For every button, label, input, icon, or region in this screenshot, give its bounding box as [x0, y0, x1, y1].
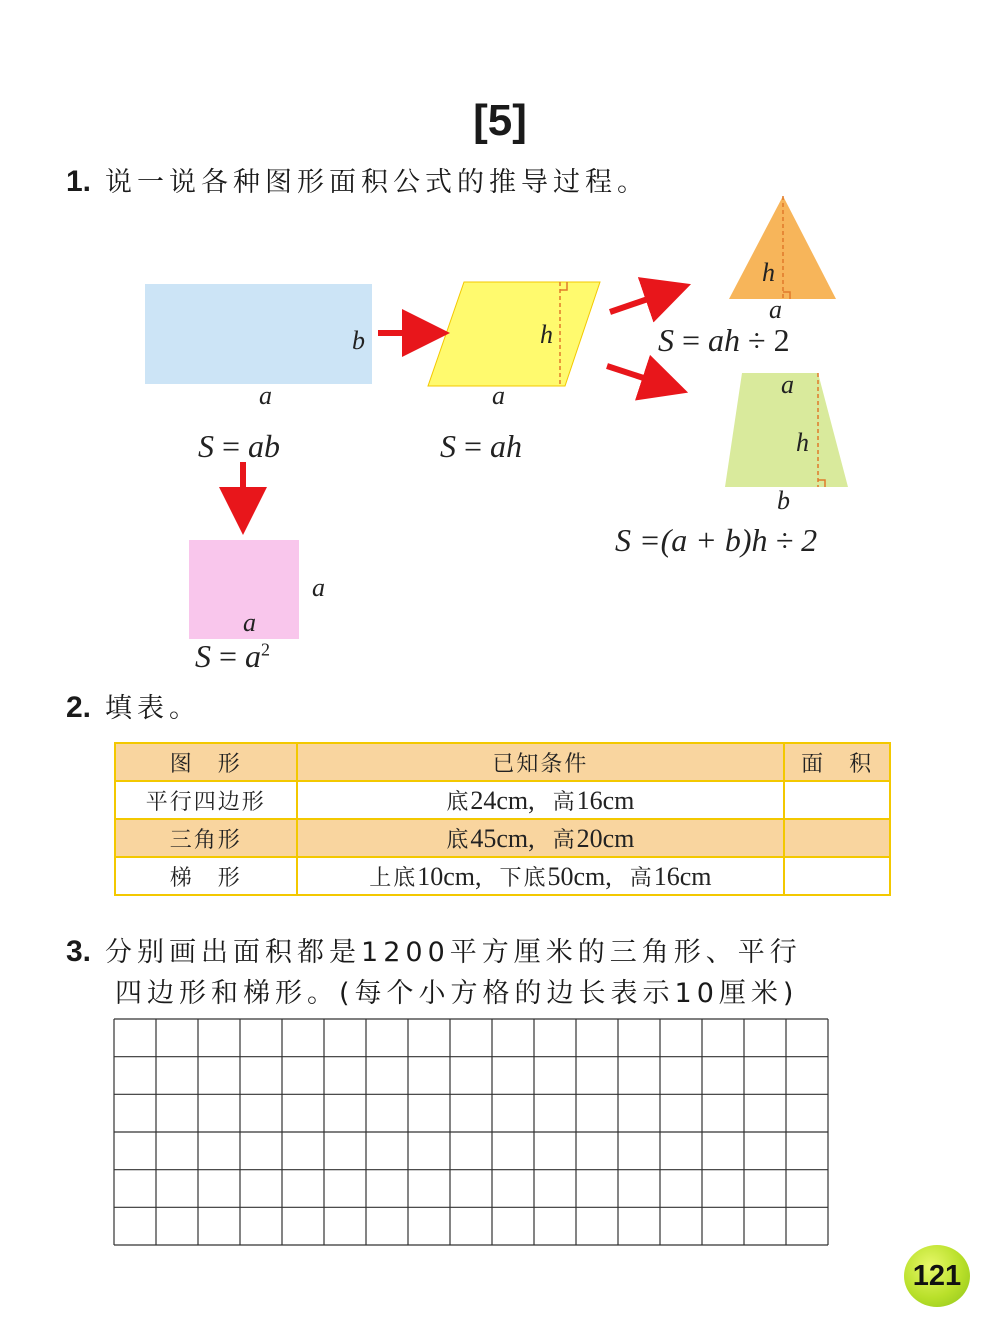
cond-label: 底 — [446, 827, 471, 853]
arrow-parallelogram-to-trapezoid — [607, 366, 671, 387]
rectangle-formula — [198, 428, 280, 465]
drawing-grid[interactable] — [113, 1018, 829, 1246]
cond-label: 下底 — [499, 865, 548, 891]
parallelogram-formula — [440, 428, 522, 465]
cond-value: 24cm, — [470, 785, 535, 815]
header-conditions: 已知条件 — [297, 743, 785, 781]
cond-value: 20cm — [576, 823, 635, 853]
question-2-number: 2. — [66, 691, 92, 724]
square-formula-base: a — [245, 638, 262, 674]
row-shape: 平行四边形 — [115, 781, 297, 819]
row-shape: 三角形 — [115, 819, 297, 857]
trapezoid-label-b: b — [777, 486, 790, 515]
triangle-formula — [658, 322, 790, 359]
fill-in-table — [114, 742, 891, 896]
row-conditions — [297, 819, 785, 857]
question-3-line2: 四边形和梯形。(每个小方格的边长表示10厘米) — [115, 978, 799, 1009]
header-shape: 图 形 — [115, 743, 297, 781]
parallelogram-label-h: h — [540, 320, 553, 349]
parallelogram-shape — [428, 282, 600, 386]
page-number: 121 — [912, 1259, 962, 1292]
square-formula — [195, 638, 270, 675]
question-3-line1: 分别画出面积都是1200平方厘米的三角形、平行 — [105, 937, 802, 968]
square-formula-eq: = — [219, 638, 238, 674]
question-2-text: 填表。 — [105, 693, 202, 724]
row-area-answer[interactable] — [784, 781, 890, 819]
question-3-number: 3. — [66, 935, 92, 968]
drawing-grid-container[interactable] — [113, 1018, 829, 1250]
rectangle-formula-s: S — [198, 428, 214, 464]
cond-value: 50cm, — [547, 861, 612, 891]
section-title: [5] — [473, 96, 527, 145]
square-label-a-bottom: a — [243, 608, 256, 637]
row-conditions — [297, 857, 785, 895]
trapezoid-formula: S =(a + b)h ÷ 2 — [615, 522, 818, 558]
table-row — [115, 781, 890, 819]
cond-label: 高 — [629, 865, 654, 891]
parallelogram-formula-eq: = — [464, 428, 483, 464]
row-conditions — [297, 781, 785, 819]
square-formula-s: S — [195, 638, 211, 674]
cond-value: 45cm, — [470, 823, 535, 853]
table-header-row — [115, 743, 890, 781]
rectangle-shape — [145, 284, 372, 384]
header-area: 面 积 — [784, 743, 890, 781]
trapezoid-label-h: h — [796, 428, 809, 457]
rectangle-formula-rhs: ab — [248, 428, 281, 464]
square-label-a-side: a — [312, 573, 325, 602]
arrow-parallelogram-to-triangle — [610, 290, 674, 312]
question-3 — [66, 930, 802, 969]
cond-label: 上底 — [369, 865, 418, 891]
rectangle-label-a: a — [259, 381, 272, 410]
triangle-label-a: a — [769, 295, 782, 324]
triangle-formula-two: 2 — [773, 322, 790, 358]
row-area-answer[interactable] — [784, 857, 890, 895]
question-2 — [66, 686, 201, 725]
square-formula-exp: 2 — [261, 639, 271, 660]
parallelogram-formula-rhs: ah — [490, 428, 523, 464]
cond-label: 底 — [446, 789, 471, 815]
rectangle-formula-eq: = — [222, 428, 241, 464]
row-area-answer[interactable] — [784, 819, 890, 857]
cond-value: 16cm — [653, 861, 712, 891]
cond-value: 16cm — [576, 785, 635, 815]
parallelogram-label-a: a — [492, 381, 505, 410]
row-shape: 梯 形 — [115, 857, 297, 895]
triangle-formula-eq: = — [682, 322, 701, 358]
question-1-number: 1. — [66, 165, 92, 198]
triangle-formula-div: ÷ — [748, 322, 766, 358]
parallelogram-formula-s: S — [440, 428, 456, 464]
rectangle-label-b: b — [352, 326, 365, 355]
question-1-text: 说一说各种图形面积公式的推导过程。 — [105, 167, 650, 198]
cond-value: 10cm, — [417, 861, 482, 891]
table-row — [115, 857, 890, 895]
triangle-label-h: h — [762, 258, 775, 287]
trapezoid-label-a: a — [781, 370, 794, 399]
question-3-continued — [115, 971, 798, 1010]
triangle-formula-s: S — [658, 322, 674, 358]
cond-label: 高 — [552, 789, 577, 815]
cond-label: 高 — [552, 827, 577, 853]
triangle-formula-rhs: ah — [708, 322, 741, 358]
table-row — [115, 819, 890, 857]
page-number-badge — [904, 1245, 970, 1307]
